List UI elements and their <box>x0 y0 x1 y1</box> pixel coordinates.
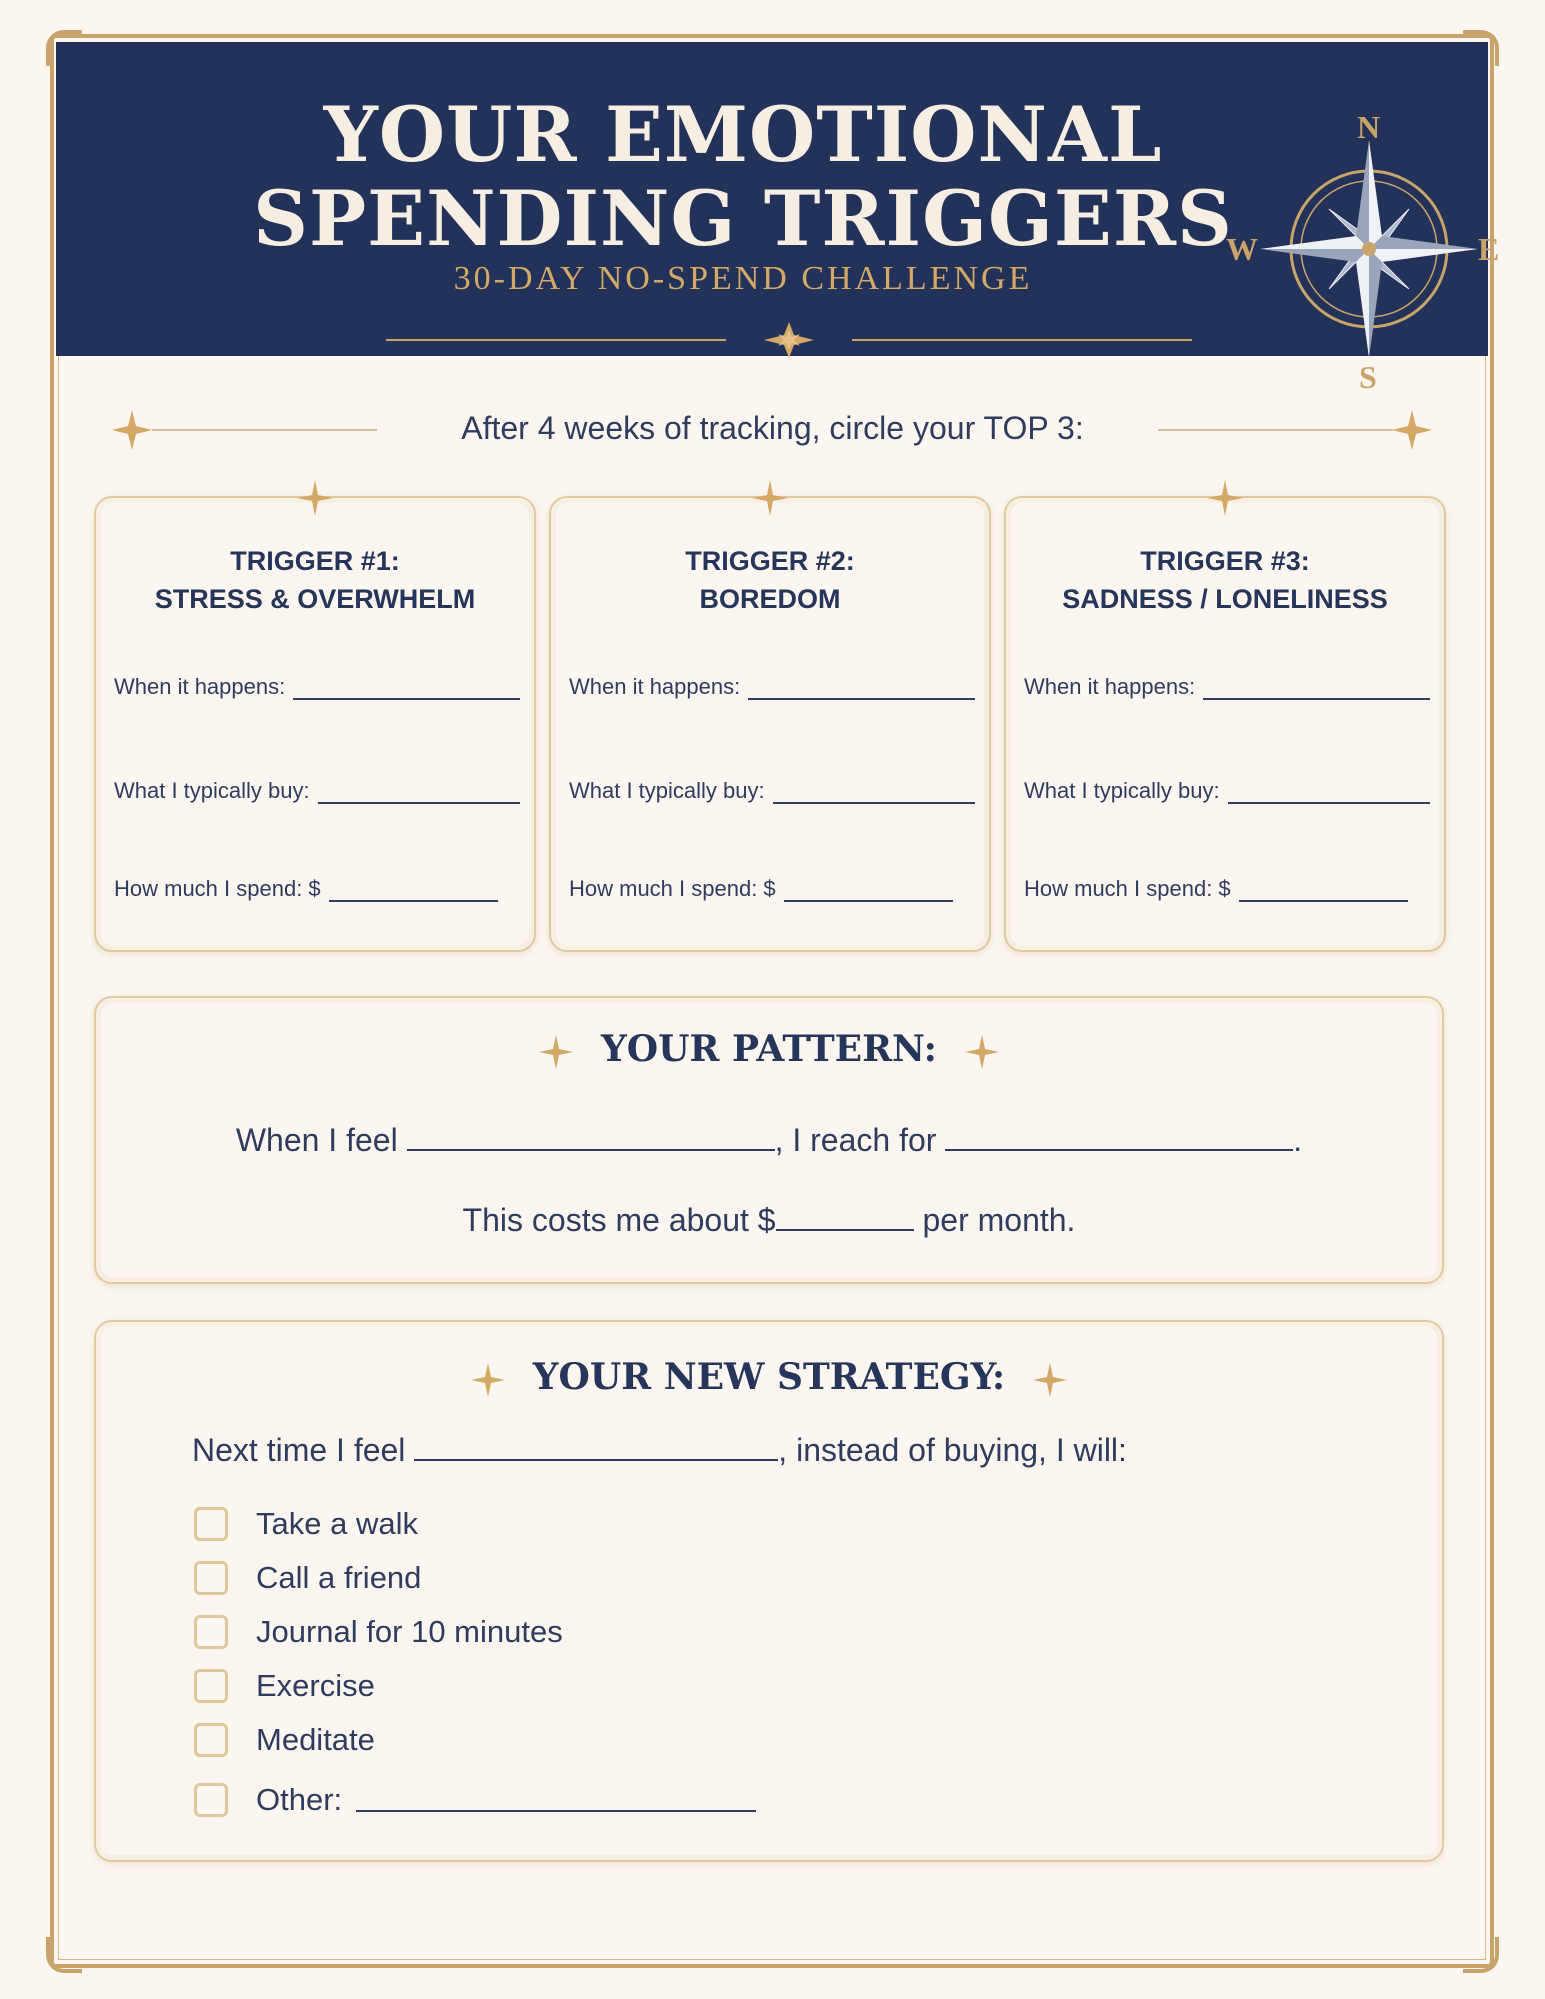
sparkle-icon <box>297 480 333 516</box>
pattern-title: YOUR PATTERN: <box>601 1028 937 1070</box>
fill-in-line[interactable] <box>784 880 953 902</box>
trigger-card-2 <box>549 496 991 952</box>
intro-divider-line <box>1158 429 1393 431</box>
compass-rose-icon <box>1224 104 1514 394</box>
what-i-buy-field[interactable] <box>1024 778 1430 804</box>
pattern-section <box>94 996 1444 1284</box>
what-i-buy-field[interactable] <box>114 778 520 804</box>
header-divider-star-icon <box>386 322 1192 358</box>
strategy-title: YOUR NEW STRATEGY: <box>532 1356 1006 1398</box>
reach-for-blank[interactable] <box>945 1125 1293 1151</box>
fill-in-line[interactable] <box>318 782 520 804</box>
when-it-happens-field[interactable] <box>569 674 975 700</box>
frame-corner-ornament <box>1463 1937 1499 1973</box>
fill-in-line[interactable] <box>329 880 498 902</box>
when-it-happens-field[interactable] <box>1024 674 1430 700</box>
checkbox[interactable] <box>194 1669 228 1703</box>
strategy-section <box>94 1320 1444 1862</box>
compass-south-label: S <box>1359 359 1377 394</box>
field-label: What I typically buy: <box>1024 778 1220 803</box>
field-label: How much I spend: $ <box>569 876 776 901</box>
checkbox[interactable] <box>194 1783 228 1817</box>
field-label: How much I spend: $ <box>114 876 321 901</box>
compass-west-label: W <box>1226 231 1258 267</box>
trigger-number: TRIGGER #1: <box>230 546 400 576</box>
how-much-spend-field[interactable] <box>114 876 498 902</box>
trigger-card-3 <box>1004 496 1446 952</box>
trigger-name: STRESS & OVERWHELM <box>154 584 476 614</box>
page-title-line1: YOUR EMOTIONAL <box>323 90 1163 179</box>
checkbox[interactable] <box>194 1723 228 1757</box>
fill-in-line[interactable] <box>1228 782 1430 804</box>
compass-east-label: E <box>1478 231 1500 267</box>
next-feeling-blank[interactable] <box>414 1435 778 1461</box>
sparkle-icon <box>752 480 788 516</box>
pattern-cost-line: This costs me about $ per month. <box>462 1202 1076 1238</box>
frame-corner-ornament <box>46 1937 82 1973</box>
when-it-happens-field[interactable] <box>114 674 520 700</box>
sparkle-icon <box>1207 480 1243 516</box>
option-other[interactable]: Other: <box>194 1780 756 1820</box>
field-label: When it happens: <box>1024 674 1196 699</box>
checkbox[interactable] <box>194 1615 228 1649</box>
other-fill-in-line[interactable] <box>356 1788 756 1812</box>
sparkle-icon <box>471 1363 505 1397</box>
how-much-spend-field[interactable] <box>569 876 953 902</box>
strategy-next-time-line: Next time I feel , instead of buying, I will: <box>192 1432 1127 1468</box>
fill-in-line[interactable] <box>773 782 975 804</box>
field-label: When it happens: <box>114 674 286 699</box>
field-label: What I typically buy: <box>569 778 765 803</box>
page-title-line2: SPENDING TRIGGERS <box>253 174 1233 263</box>
fill-in-line[interactable] <box>1203 678 1430 700</box>
fill-in-line[interactable] <box>748 678 975 700</box>
trigger-name: SADNESS / LONELINESS <box>1062 584 1388 614</box>
field-label: When it happens: <box>569 674 741 699</box>
trigger-name: BOREDOM <box>699 584 841 614</box>
feeling-blank[interactable] <box>407 1125 775 1151</box>
field-label: What I typically buy: <box>114 778 310 803</box>
sparkle-icon <box>539 1035 573 1069</box>
field-label: How much I spend: $ <box>1024 876 1231 901</box>
intro-instruction: After 4 weeks of tracking, circle your TOP 3: <box>461 410 1084 446</box>
sparkle-icon <box>1392 410 1432 450</box>
fill-in-line[interactable] <box>1239 880 1408 902</box>
option-meditate[interactable]: Meditate <box>194 1720 375 1760</box>
trigger-card-1 <box>94 496 536 952</box>
sparkle-icon <box>1033 1363 1067 1397</box>
option-take-a-walk[interactable]: Take a walk <box>194 1504 418 1544</box>
trigger-number: TRIGGER #2: <box>685 546 855 576</box>
option-exercise[interactable]: Exercise <box>194 1666 375 1706</box>
what-i-buy-field[interactable] <box>569 778 975 804</box>
page-subtitle: 30-DAY NO-SPEND CHALLENGE <box>453 260 1033 297</box>
how-much-spend-field[interactable] <box>1024 876 1408 902</box>
intro-row <box>100 400 1445 460</box>
option-journal[interactable]: Journal for 10 minutes <box>194 1612 563 1652</box>
checkbox[interactable] <box>194 1561 228 1595</box>
compass-north-label: N <box>1357 109 1381 145</box>
pattern-feeling-line: When I feel , I reach for . <box>235 1122 1303 1158</box>
fill-in-line[interactable] <box>293 678 520 700</box>
checkbox[interactable] <box>194 1507 228 1541</box>
option-call-a-friend[interactable]: Call a friend <box>194 1558 421 1598</box>
trigger-number: TRIGGER #3: <box>1140 546 1310 576</box>
header-banner <box>56 42 1500 394</box>
sparkle-icon <box>965 1035 999 1069</box>
monthly-cost-blank[interactable] <box>776 1205 914 1231</box>
